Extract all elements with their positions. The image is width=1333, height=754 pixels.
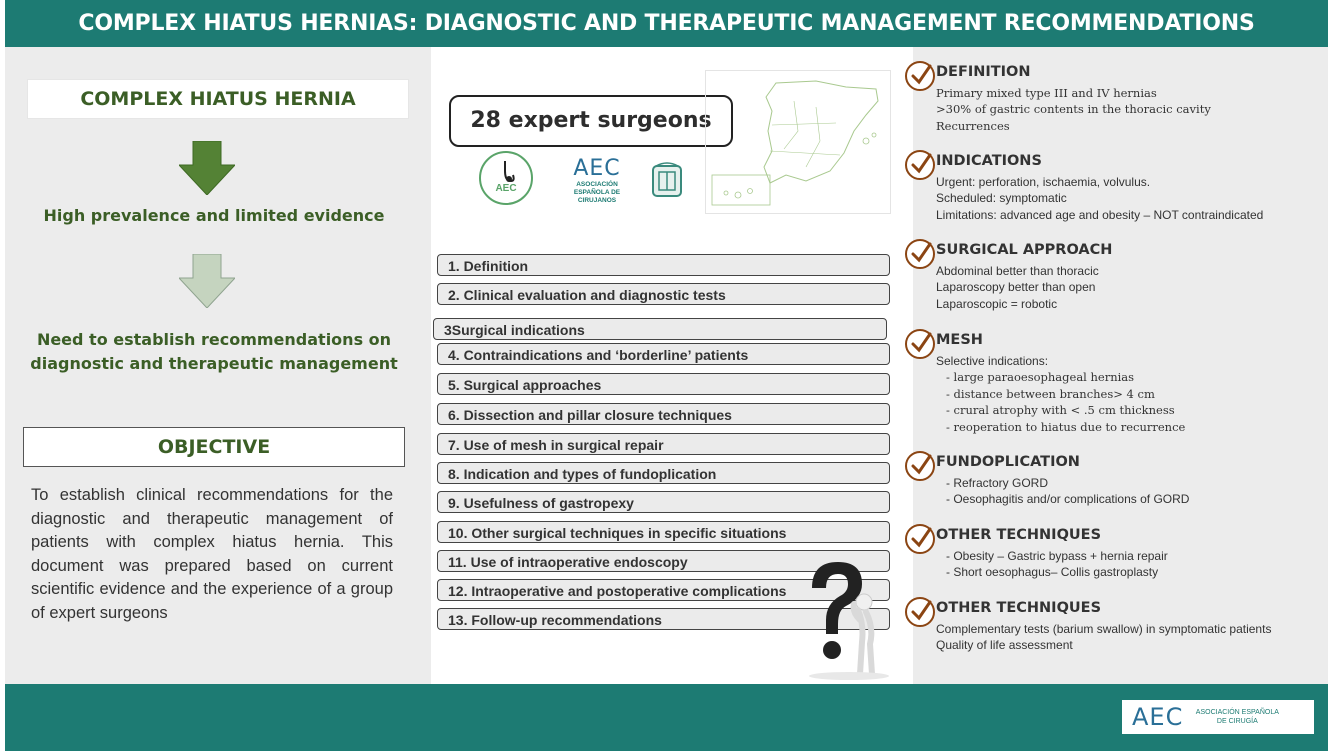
complex-hiatus-hernia-title: COMPLEX HIATUS HERNIA <box>27 79 409 119</box>
section-line: - Oesophagitis and/or complications of GORD <box>946 492 1190 507</box>
section-line: Urgent: perforation, ischaemia, volvulus. <box>936 175 1151 189</box>
topic-item: 11. Use of intraoperative endoscopy <box>437 550 890 572</box>
section-line: - large paraoesophageal hernias <box>946 370 1135 385</box>
prevalence-text: High prevalence and limited evidence <box>43 206 385 225</box>
section-title: FUNDOPLICATION <box>936 454 1080 470</box>
aec-logo <box>559 157 635 205</box>
section-line: Primary mixed type III and IV hernias <box>936 86 1157 100</box>
section-line: Complementary tests (barium swallow) in symptomatic patients <box>936 622 1272 636</box>
section-line: Laparoscopy better than open <box>936 280 1096 295</box>
footer-logo-text: ASOCIACIÓN ESPAÑOLA DE CIRUGÍA <box>1195 709 1279 725</box>
check-icon <box>904 149 936 181</box>
topic-item: 13. Follow-up recommendations <box>437 608 890 630</box>
crest-logo-icon <box>650 162 684 200</box>
section-line: - crural atrophy with < .5 cm thickness <box>946 403 1175 418</box>
section-title: MESH <box>936 332 983 348</box>
need-line-2: diagnostic and therapeutic management <box>30 354 398 373</box>
section-title: DEFINITION <box>936 64 1031 80</box>
topic-item: 9. Usefulness of gastropexy <box>437 491 890 513</box>
need-line-1: Need to establish recommendations on <box>36 330 392 349</box>
check-icon <box>904 523 936 555</box>
down-arrow-light-icon <box>179 254 235 308</box>
topic-item: 12. Intraoperative and postoperative complications <box>437 579 890 601</box>
topic-item: 6. Dissection and pillar closure techniques <box>437 403 890 425</box>
topic-item: 4. Contraindications and ‘borderline’ patients <box>437 343 890 365</box>
check-icon <box>904 450 936 482</box>
infographic-title: COMPLEX HIATUS HERNIAS: DIAGNOSTIC AND THERAPEUTIC MANAGEMENT RECOMMENDATIONS <box>5 0 1328 47</box>
check-icon <box>904 60 936 92</box>
topic-item: 3Surgical indications <box>433 318 887 340</box>
check-icon <box>904 238 936 270</box>
stomach-icon <box>481 153 531 203</box>
footer-aec-logo <box>1122 700 1314 734</box>
section-line: Laparoscopic = robotic <box>936 296 1058 311</box>
topic-item: 5. Surgical approaches <box>437 373 890 395</box>
aec-logo-mark: AEC <box>573 156 621 181</box>
section-line: Scheduled: symptomatic <box>936 191 1067 206</box>
section-line: - distance between branches> 4 cm <box>946 386 1155 401</box>
section-title: SURGICAL APPROACH <box>936 242 1113 258</box>
left-panel <box>5 47 431 684</box>
footer-logo-mark: AEC <box>1132 703 1184 731</box>
topic-item: 2. Clinical evaluation and diagnostic tests <box>437 283 890 305</box>
section-line: - Refractory GORD <box>946 476 1049 490</box>
section-line: - Short oesophagus– Collis gastroplasty <box>946 565 1159 580</box>
need-recommendations-text <box>21 328 407 376</box>
aec-circle-logo <box>479 151 533 205</box>
objective-text: To establish clinical recommendations for the diagnostic and therapeutic management of patients with complex hiatus hernia. This document was prepared based on current scientific evidence and the experience of a group of expert surgeons <box>31 486 393 622</box>
topic-item: 7. Use of mesh in surgical repair <box>437 433 890 455</box>
section-title: OTHER TECHNIQUES <box>936 600 1102 616</box>
section-title: INDICATIONS <box>936 153 1042 169</box>
section-line: Quality of life assessment <box>936 638 1073 653</box>
aec-logo-text: ASOCIACIÓN ESPAÑOLA DE CIRUJANOS <box>573 181 621 204</box>
section-line: - Obesity – Gastric bypass + hernia repair <box>946 549 1168 563</box>
section-line: Selective indications: <box>936 354 1049 368</box>
down-arrow-icon <box>179 141 235 195</box>
section-title: OTHER TECHNIQUES <box>936 527 1102 543</box>
section-line: - reoperation to hiatus due to recurrence <box>946 419 1186 434</box>
spain-map <box>705 70 891 214</box>
footer-bar <box>5 684 1328 751</box>
expert-surgeons-box: 28 expert surgeons <box>449 95 733 147</box>
check-icon <box>904 596 936 628</box>
aec-circle-label: AEC <box>495 183 517 194</box>
section-line: >30% of gastric contents in the thoracic cavity <box>936 102 1211 117</box>
objective-title: OBJECTIVE <box>23 427 405 467</box>
section-line: Recurrences <box>936 118 1010 133</box>
topic-item: 1. Definition <box>437 254 890 276</box>
section-line: Limitations: advanced age and obesity – NOT contraindicated <box>936 207 1264 222</box>
question-mark-figure-icon <box>804 554 894 682</box>
section-line: Abdominal better than thoracic <box>936 264 1099 278</box>
middle-panel <box>431 47 913 684</box>
topic-item: 10. Other surgical techniques in specific situations <box>437 521 890 543</box>
check-icon <box>904 328 936 360</box>
topic-item: 8. Indication and types of fundoplication <box>437 462 890 484</box>
right-panel <box>913 47 1328 684</box>
